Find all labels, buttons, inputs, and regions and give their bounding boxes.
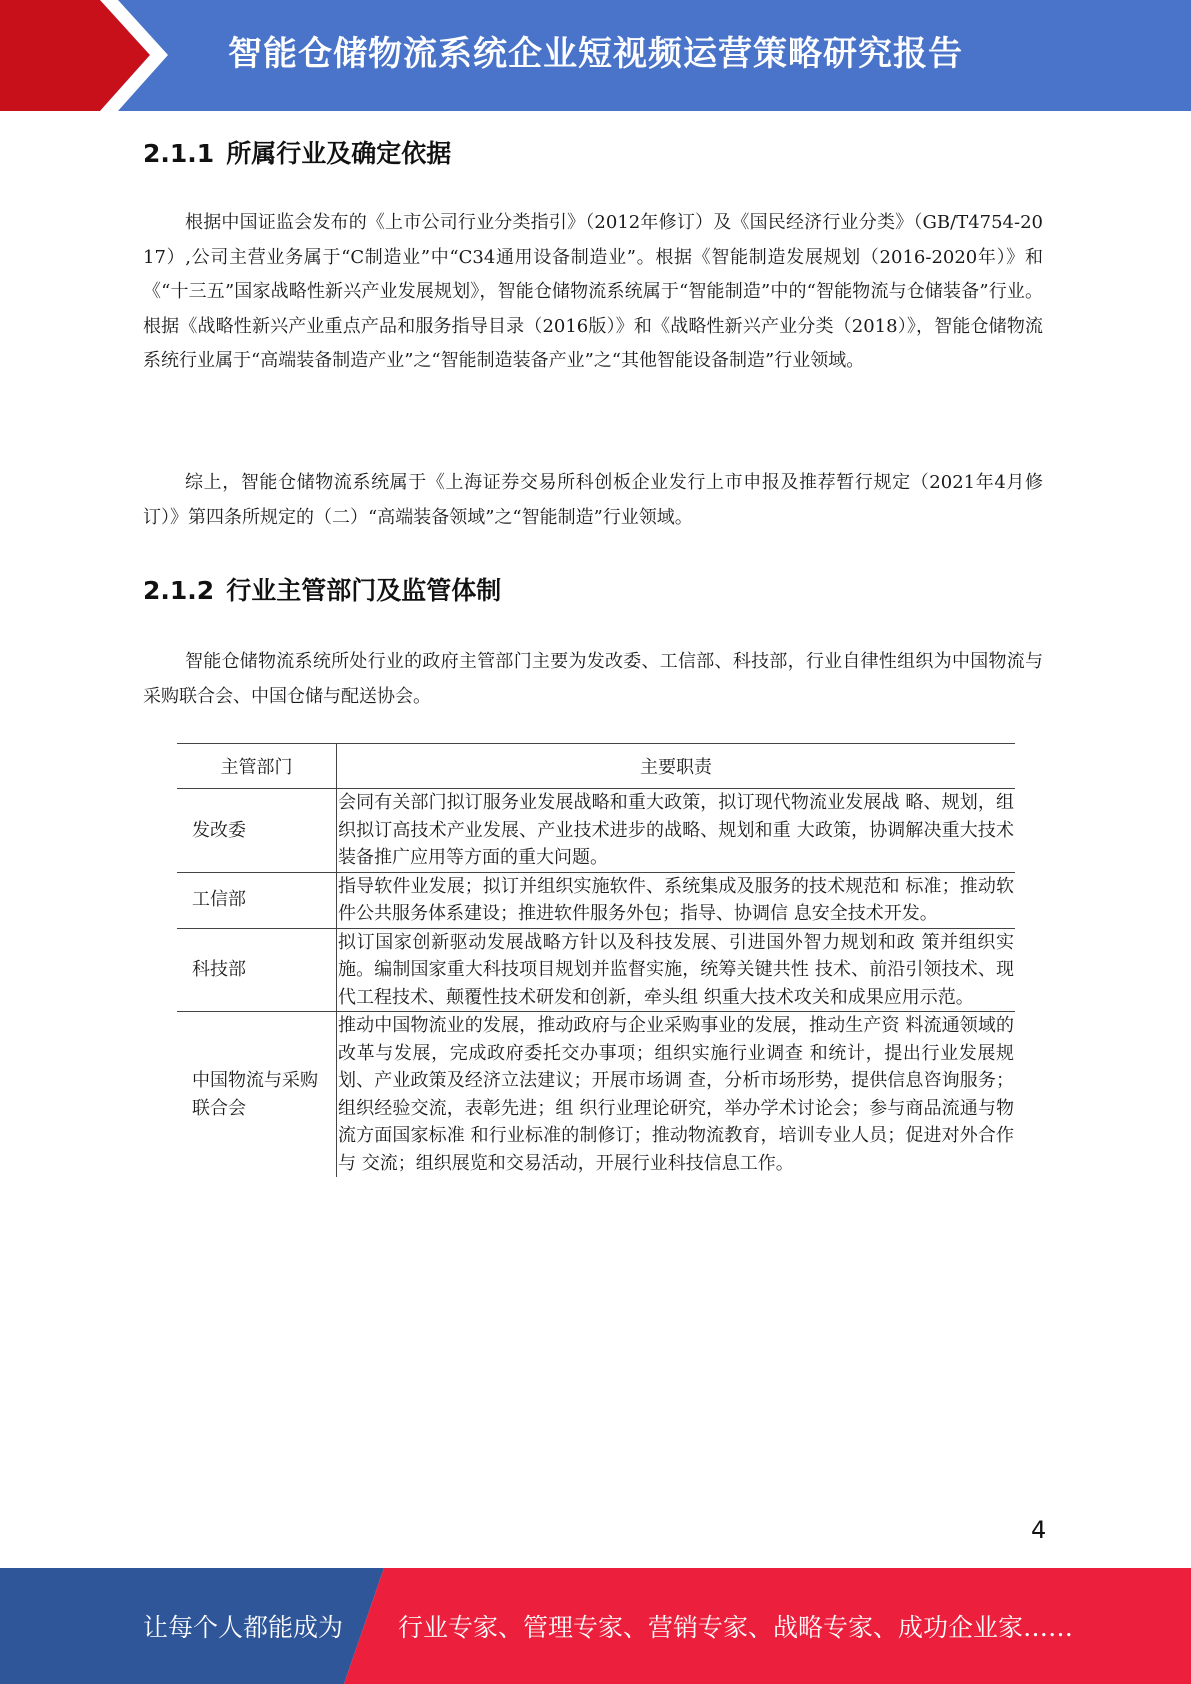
duty-cell: 推动中国物流业的发展，推动政府与企业采购事业的发展，推动生产资 料流通领域的改革与发展，完成政府委托交办事项；组织实施行业调查 和统计，提出行业发展规划、产业政策及经济立法建议；开展市场调 查，分析市场形势，提供信息咨询服务；组织经验交流，表彰先进；组 织行业理论研究，举办学术讨论会；参与商品流通与物流方面国家标准 和行业标准的制修订；推动物流教育，培训专业人员；促进对外合作与 交流；组织展览和交易活动，开展行业科技信息工作。 [338, 1015, 1014, 1174]
page-number: 4 [1031, 1516, 1047, 1544]
report-title: 智能仓储物流系统企业短视频运营策略研究报告 [228, 34, 963, 74]
dept-cell: 工信部 [177, 872, 337, 928]
section-title: 行业主管部门及监管体制 [226, 576, 502, 605]
table-row [177, 928, 1015, 1012]
regulator-duty-table [177, 743, 1015, 1177]
section-heading-2-1-2 [143, 571, 501, 607]
table-row [177, 872, 1015, 928]
section-title: 所属行业及确定依据 [226, 139, 452, 168]
paragraph: 根据中国证监会发布的《上市公司行业分类指引》（2012年修订）及《国民经济行业分类》（GB/T4754-2017）,公司主营业务属于“C制造业”中“C34通用设备制造业”。根据《智能制造发展规划（2016-2020年）》和《“十三五”国家战略性新兴产业发展规划》，智能仓储物流系统属于“智能制造”中的“智能物流与仓储装备”行业。根据《战略性新兴产业重点产品和服务指导目录（2016版）》和《战略性新兴产业分类（2018）》，智能仓储物流系统行业属于“高端装备制造产业”之“智能制造装备产业”之“其他智能设备制造”行业领域。 [143, 212, 1043, 371]
table-row [177, 1012, 1015, 1178]
column-header-duty: 主要职责 [337, 744, 1016, 789]
section-heading-2-1-1 [143, 134, 451, 170]
dept-cell: 发改委 [177, 789, 337, 873]
section-number: 2.1.1 [143, 139, 215, 168]
table-row [177, 789, 1015, 873]
duty-cell: 指导软件业发展；拟订并组织实施软件、系统集成及服务的技术规范和 标准；推动软件公共服务体系建设；推进软件服务外包；指导、协调信 息安全技术开发。 [337, 872, 1016, 928]
column-header-dept: 主管部门 [177, 744, 337, 789]
dept-cell: 中国物流与采购联合会 [177, 1012, 337, 1178]
duty-cell: 拟订国家创新驱动发展战略方针以及科技发展、引进国外智力规划和政 策并组织实施。编制国家重大科技项目规划并监督实施，统筹关键共性 技术、前沿引领技术、现代工程技术、颠覆性技术研发和创新，牵头组 织重大技术攻关和成果应用示范。 [337, 928, 1016, 1012]
page-header [0, 0, 1191, 111]
duty-cell: 会同有关部门拟订服务业发展战略和重大政策，拟订现代物流业发展战 略、规划，组织拟订高技术产业发展、产业技术进步的战略、规划和重 大政策，协调解决重大技术装备推广应用等方面的重大问题。 [337, 789, 1016, 873]
paragraph: 综上，智能仓储物流系统属于《上海证券交易所科创板企业发行上市申报及推荐暂行规定（2021年4月修订）》第四条所规定的（二）“高端装备领域”之“智能制造”行业领域。 [143, 472, 1043, 528]
footer-slogan-left: 让每个人都能成为 [143, 1613, 344, 1642]
paragraph: 智能仓储物流系统所处行业的政府主管部门主要为发改委、工信部、科技部，行业自律性组织为中国物流与采购联合会、中国仓储与配送协会。 [143, 651, 1043, 707]
footer-slogan-right: 行业专家、管理专家、营销专家、战略专家、成功企业家…… [398, 1613, 1074, 1642]
section-number: 2.1.2 [143, 576, 215, 605]
dept-cell: 科技部 [177, 928, 337, 1012]
table-header-row [177, 744, 1015, 789]
page-footer [0, 1568, 1191, 1684]
